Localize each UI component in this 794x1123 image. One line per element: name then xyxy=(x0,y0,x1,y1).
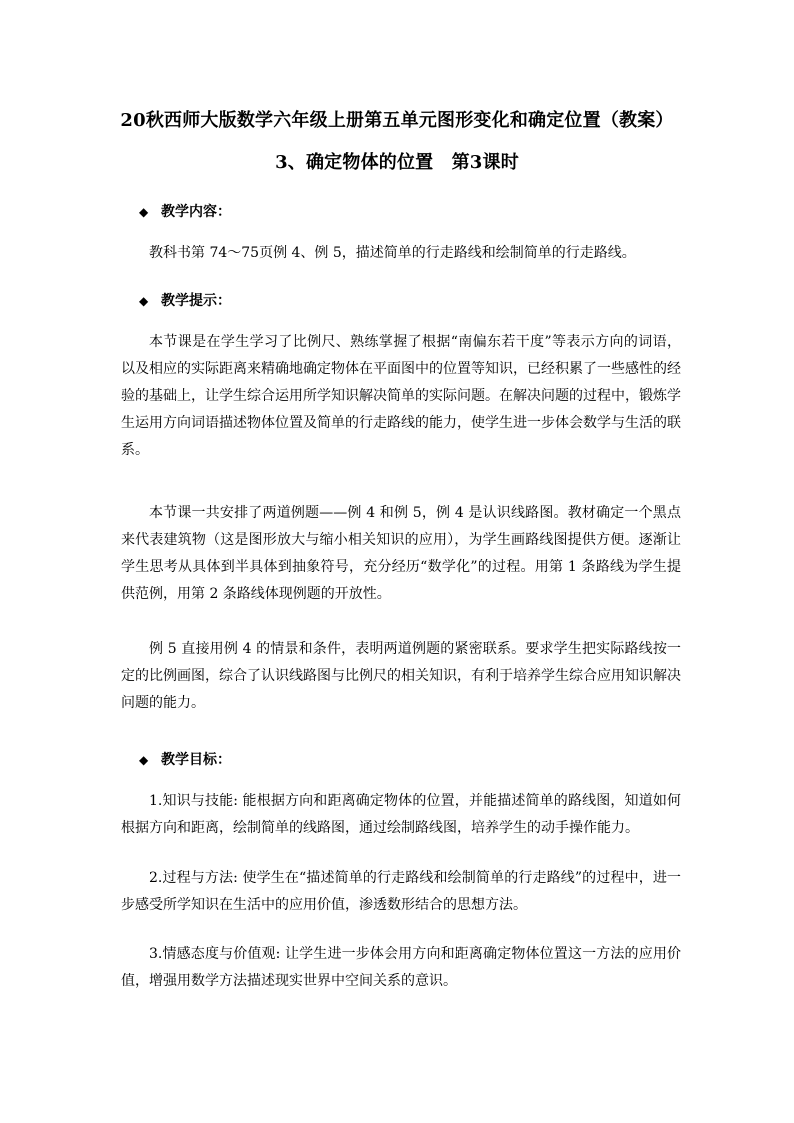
heading-text: 教学目标： xyxy=(161,752,231,768)
goal-item-2: 2.过程与方法: 使学生在“描述简单的行走路线和绘制简单的行走路线”的过程中，进一步感受所学知识在生活中的应用价值，渗透数形结合的思想方法。 xyxy=(121,870,681,913)
hint-paragraph-1: 本节课是在学生学习了比例尺、熟练掌握了根据“南偏东若干度”等表示方向的词语，以及相应的实际距离来精确地确定物体在平面图中的位置等知识，已经积累了一些感性的经验的基础上，让学生综合运用所学知识解决简单的实际问题。在解决问题的过程中，锻炼学生运用方向词语描述物体位置及简单的行走路线的能力，使学生进一步体会数学与生活的联系。 xyxy=(121,334,681,458)
diamond-bullet-icon: ◆ xyxy=(139,753,149,767)
section-heading-content xyxy=(139,201,231,221)
heading-text: 教学内容： xyxy=(161,204,231,220)
section-heading-hint xyxy=(139,290,231,310)
lesson-subtitle: 3、确定物体的位置 第3课时 xyxy=(275,152,519,173)
hint-paragraph-2: 本节课一共安排了两道例题——例 4 和例 5，例 4 是认识线路图。教材确定一个黑点来代表建筑物（这是图形放大与缩小相关知识的应用），为学生画路线图提供方便。逐渐让学生思考从具体到半具体到抽象符号，充分经历“数学化”的过程。用第 1 条路线为学生提供范例，用第 2 条路线体现例题的开放性。 xyxy=(121,505,681,602)
section-heading-goals xyxy=(139,749,231,769)
goal-item-1: 1.知识与技能: 能根据方向和距离确定物体的位置，并能描述简单的路线图，知道如何根据方向和距离，绘制简单的线路图，通过绘制路线图，培养学生的动手操作能力。 xyxy=(121,793,681,836)
content-paragraph: 教科书第 74～75页例 4、例 5，描述简单的行走路线和绘制简单的行走路线。 xyxy=(149,245,636,261)
hint-paragraph-3: 例 5 直接用例 4 的情景和条件，表明两道例题的紧密联系。要求学生把实际路线按一定的比例画图，综合了认识线路图与比例尺的相关知识，有利于培养学生综合应用知识解决问题的能力。 xyxy=(121,641,681,711)
goal-item-3: 3.情感态度与价值观: 让学生进一步体会用方向和距离确定物体位置这一方法的应用价值，增强用数学方法描述现实世界中空间关系的意识。 xyxy=(121,946,681,989)
diamond-bullet-icon: ◆ xyxy=(139,294,149,308)
diamond-bullet-icon: ◆ xyxy=(139,205,149,219)
document-title: 20秋西师大版数学六年级上册第五单元图形变化和确定位置（教案） xyxy=(120,110,674,131)
heading-text: 教学提示： xyxy=(161,293,231,309)
